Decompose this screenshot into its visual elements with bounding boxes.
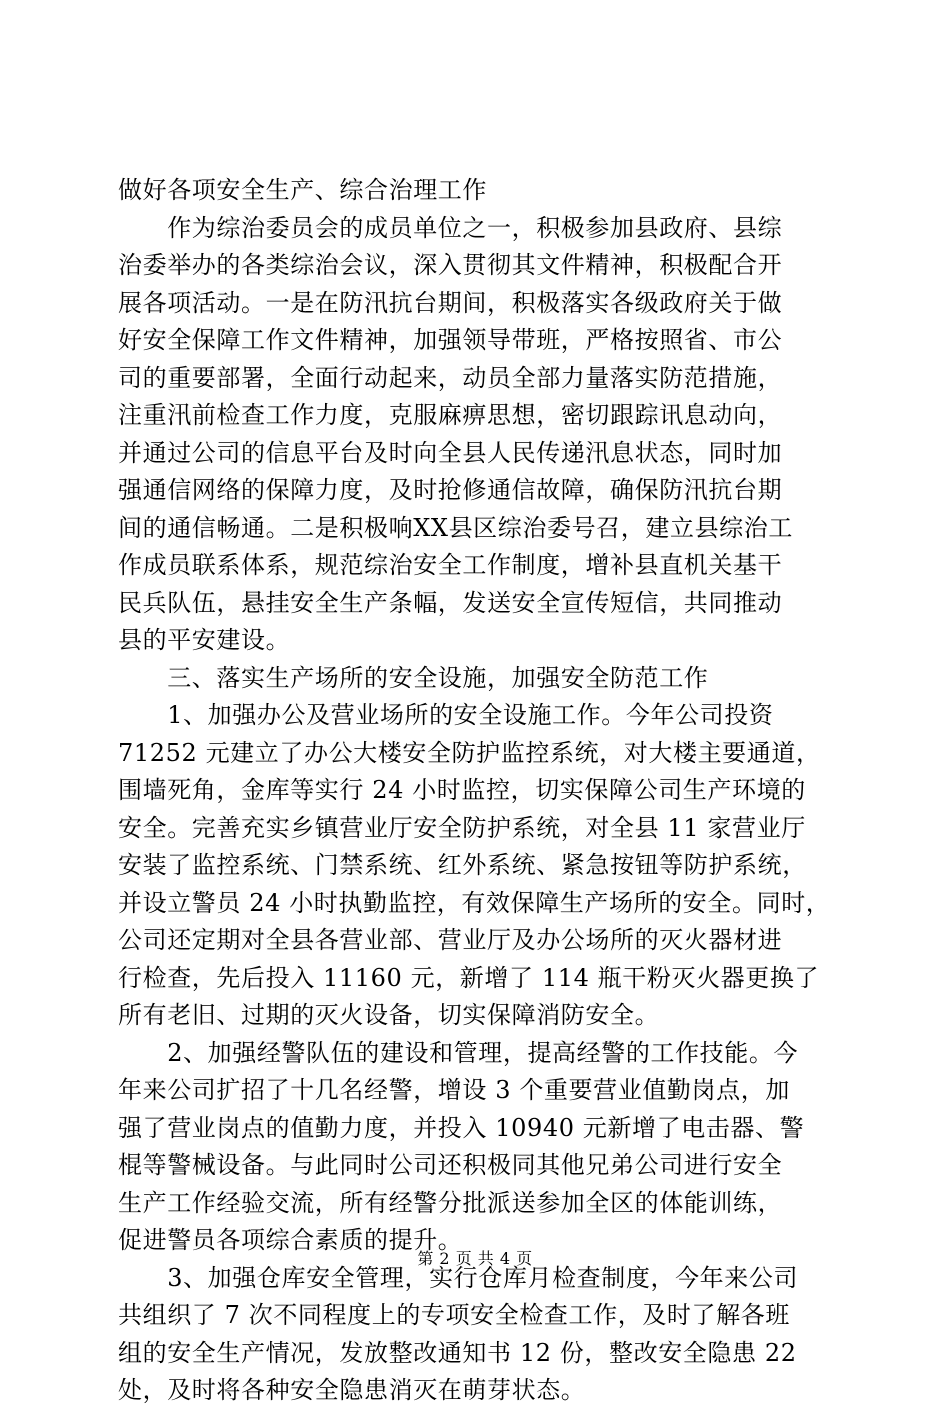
text-line: 行检查，先后投入 11160 元，新增了 114 瓶干粉灭火器更换了 <box>118 963 820 992</box>
text-line: 作为综治委员会的成员单位之一，积极参加县政府、县综 <box>118 213 783 242</box>
text-line: 间的通信畅通。二是积极响XX县区综治委号召，建立县综治工 <box>118 513 793 542</box>
text-line: 安装了监控系统、门禁系统、红外系统、紧急按钮等防护系统， <box>118 851 807 879</box>
text-line: 促进警员各项综合素质的提升。 <box>118 1226 463 1254</box>
text-line: 3、加强仓库安全管理，实行仓库月检查制度，今年来公司 <box>118 1263 799 1292</box>
text-line: 治委举办的各类综治会议，深入贯彻其文件精神，积极配合开 <box>118 251 783 279</box>
text-line: 并设立警员 24 小时执勤监控，有效保障生产场所的安全。同时， <box>118 888 831 917</box>
text-line: 展各项活动。一是在防汛抗台期间，积极落实各级政府关于做 <box>118 288 783 317</box>
text-line: 处，及时将各种安全隐患消灭在萌芽状态。 <box>118 1376 586 1404</box>
text-line: 公司还定期对全县各营业部、营业厅及办公场所的灭火器材进 <box>118 926 783 954</box>
text-line: 司的重要部署，全面行动起来，动员全部力量落实防范措施， <box>118 363 783 392</box>
text-line: 三、落实生产场所的安全设施，加强安全防范工作 <box>118 663 709 692</box>
text-line: 棍等警械设备。与此同时公司还积极同其他兄弟公司进行安全 <box>118 1151 783 1179</box>
text-line: 围墙死角，金库等实行 24 小时监控，切实保障公司生产环境的 <box>118 776 806 804</box>
text-line: 组的安全生产情况，发放整改通知书 12 份，整改安全隐患 22 <box>118 1338 797 1367</box>
text-line: 年来公司扩招了十几名经警，增设 3 个重要营业值勤岗点，加 <box>118 1076 790 1104</box>
text-line: 注重汛前检查工作力度，克服麻痹思想，密切跟踪讯息动向， <box>118 401 783 429</box>
text-line: 2、加强经警队伍的建设和管理，提高经警的工作技能。今 <box>118 1038 799 1067</box>
text-line: 并通过公司的信息平台及时向全县人民传递汛息状态，同时加 <box>118 438 783 467</box>
text-line: 做好各项安全生产、综合治理工作 <box>118 176 487 204</box>
document-body <box>118 172 838 1410</box>
text-line: 强了营业岗点的值勤力度，并投入 10940 元新增了电击器、警 <box>118 1113 805 1142</box>
text-line: 民兵队伍，悬挂安全生产条幅，发送安全宣传短信，共同推动 <box>118 588 783 617</box>
text-line: 好安全保障工作文件精神，加强领导带班，严格按照省、市公 <box>118 326 783 354</box>
text-line: 强通信网络的保障力度，及时抢修通信故障，确保防汛抗台期 <box>118 476 783 504</box>
text-line: 生产工作经验交流，所有经警分批派送参加全区的体能训练， <box>118 1188 783 1217</box>
text-line: 安全。完善充实乡镇营业厅安全防护系统，对全县 11 家营业厅 <box>118 813 806 842</box>
text-line: 所有老旧、过期的灭火设备，切实保障消防安全。 <box>118 1001 660 1029</box>
text-line: 1、加强办公及营业场所的安全设施工作。今年公司投资 <box>118 701 774 729</box>
text-line: 县的平安建设。 <box>118 626 291 654</box>
text-line: 作成员联系体系，规范综治安全工作制度，增补县直机关基干 <box>118 551 783 579</box>
text-line: 共组织了 7 次不同程度上的专项安全检查工作，及时了解各班 <box>118 1301 790 1329</box>
text-line: 71252 元建立了办公大楼安全防护监控系统，对大楼主要通道， <box>118 738 821 767</box>
page-footer: 第 2 页 共 4 页 <box>417 1249 533 1268</box>
